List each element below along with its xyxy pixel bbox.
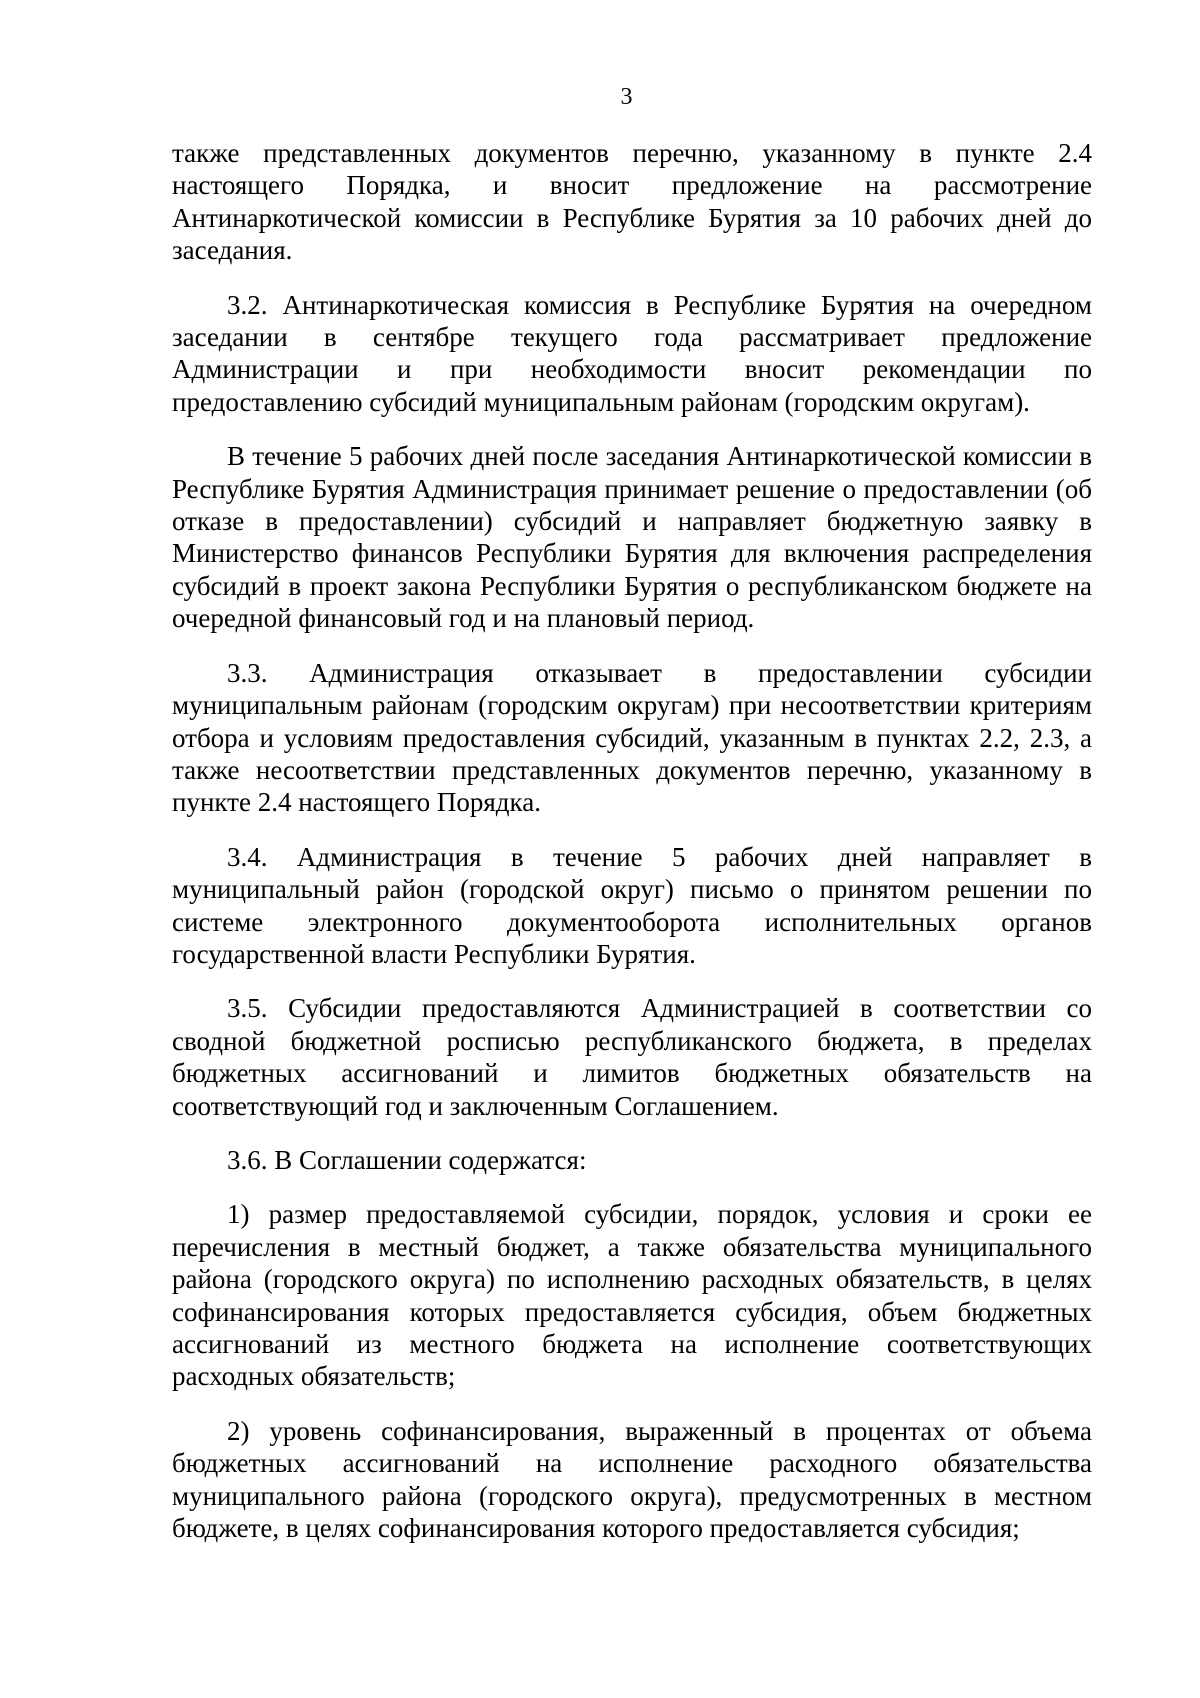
paragraph-3-5: 3.5. Субсидии предоставляются Администрацией в соответствии со сводной бюджетной росписью республиканского бюджета, в пределах бюджетных ассигнований и лимитов бюджетных обязательств на соответствующий год и заключенным Соглашением. xyxy=(172,993,1092,1121)
paragraph-3-3: 3.3. Администрация отказывает в предоставлении субсидии муниципальным районам (городским округам) при несоответствии критериям отбора и условиям предоставления субсидий, указанным в пунктах 2.2, 2.3, а также несоответствии представленных документов перечню, указанному в пункте 2.4 настоящего Порядка. xyxy=(172,657,1092,818)
list-item-2: 2) уровень софинансирования, выраженный в процентах от объема бюджетных ассигнований на исполнение расходного обязательства муниципального района (городского округа), предусмотренных в местном бюджете, в целях софинансирования которого предоставляется субсидия; xyxy=(172,1415,1092,1544)
document-body xyxy=(172,137,1092,1566)
paragraph-3-2: 3.2. Антинаркотическая комиссия в Республике Бурятия на очередном заседании в сентябре текущего года рассматривает предложение Администрации и при необходимости вносит рекомендации по предоставлению субсидий муниципальным районам (городским округам). xyxy=(172,289,1092,417)
paragraph-continuation: также представленных документов перечню, указанному в пункте 2.4 настоящего Порядка, и вносит предложение на рассмотрение Антинаркотической комиссии в Республике Бурятия за 10 рабочих дней до заседания. xyxy=(172,138,1092,266)
paragraph-3-6: 3.6. В Соглашении содержатся: xyxy=(227,1144,587,1175)
page-number: 3 xyxy=(620,84,633,110)
paragraph-3-4: 3.4. Администрация в течение 5 рабочих дней направляет в муниципальный район (городской округ) письмо о принятом решении по системе электронного документооборота исполнительных органов государственной власти Республики Бурятия. xyxy=(172,841,1092,969)
paragraph-3-2-decision: В течение 5 рабочих дней после заседания Антинаркотической комиссии в Республике Бурятия Администрация принимает решение о предоставлении (об отказе в предоставлении) субсидий и направляет бюджетную заявку в Министерство финансов Республики Бурятия для включения распределения субсидий в проект закона Республики Бурятия о республиканском бюджете на очередной финансовый год и на плановый период. xyxy=(172,441,1092,634)
list-item-1: 1) размер предоставляемой субсидии, порядок, условия и сроки ее перечисления в местный бюджет, а также обязательства муниципального района (городского округа) по исполнению расходных обязательств, в целях софинансирования которых предоставляется субсидия, объем бюджетных ассигнований из местного бюджета на исполнение соответствующих расходных обязательств; xyxy=(172,1199,1092,1392)
